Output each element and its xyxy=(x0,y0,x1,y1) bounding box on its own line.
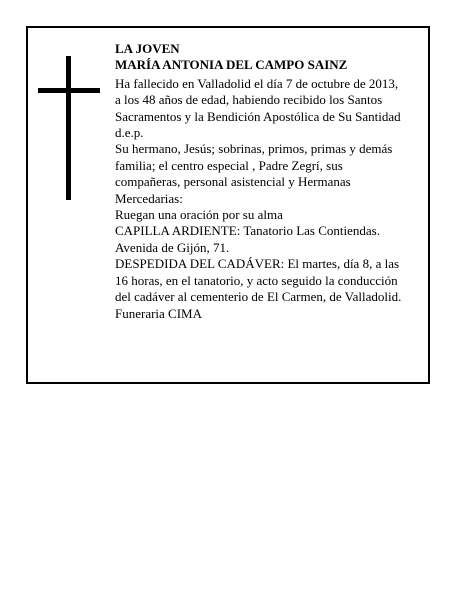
funeral-home: Funeraria CIMA xyxy=(115,305,203,321)
family-line: compañeras, personal asistencial y Hermanas xyxy=(115,174,351,190)
cross-horizontal-bar xyxy=(38,88,100,93)
obituary-notice xyxy=(26,26,430,384)
farewell-line: del cadáver al cementerio de El Carmen, de Valladolid. xyxy=(115,289,402,305)
prayer-request: Ruegan una oración por su alma xyxy=(115,207,283,223)
announcement-line: Ha fallecido en Valladolid el día 7 de octubre de 2013, xyxy=(115,75,399,91)
chapel-line: Avenida de Gijón, 71. xyxy=(115,239,230,255)
family-line: familia; el centro especial , Padre Zegrí, sus xyxy=(115,157,343,173)
announcement-line: Sacramentos y la Bendición Apostólica de Su Santidad xyxy=(115,108,401,124)
deceased-name: MARÍA ANTONIA DEL CAMPO SAINZ xyxy=(115,57,348,73)
family-line: Mercedarias: xyxy=(115,190,183,206)
farewell-line: DESPEDIDA DEL CADÁVER: El martes, día 8, a las xyxy=(115,256,400,272)
farewell-line: 16 horas, en el tanatorio, y acto seguido la conducción xyxy=(115,272,398,288)
notice-text xyxy=(115,41,423,322)
cross-vertical-bar xyxy=(66,56,71,200)
announcement-line: a los 48 años de edad, habiendo recibido los Santos xyxy=(115,92,383,108)
family-line: Su hermano, Jesús; sobrinas, primos, primas y demás xyxy=(115,141,393,157)
announcement-line: d.e.p. xyxy=(115,125,144,141)
chapel-line: CAPILLA ARDIENTE: Tanatorio Las Contiendas. xyxy=(115,223,380,239)
cross-icon xyxy=(38,56,100,200)
notice-heading: LA JOVEN xyxy=(115,41,180,56)
